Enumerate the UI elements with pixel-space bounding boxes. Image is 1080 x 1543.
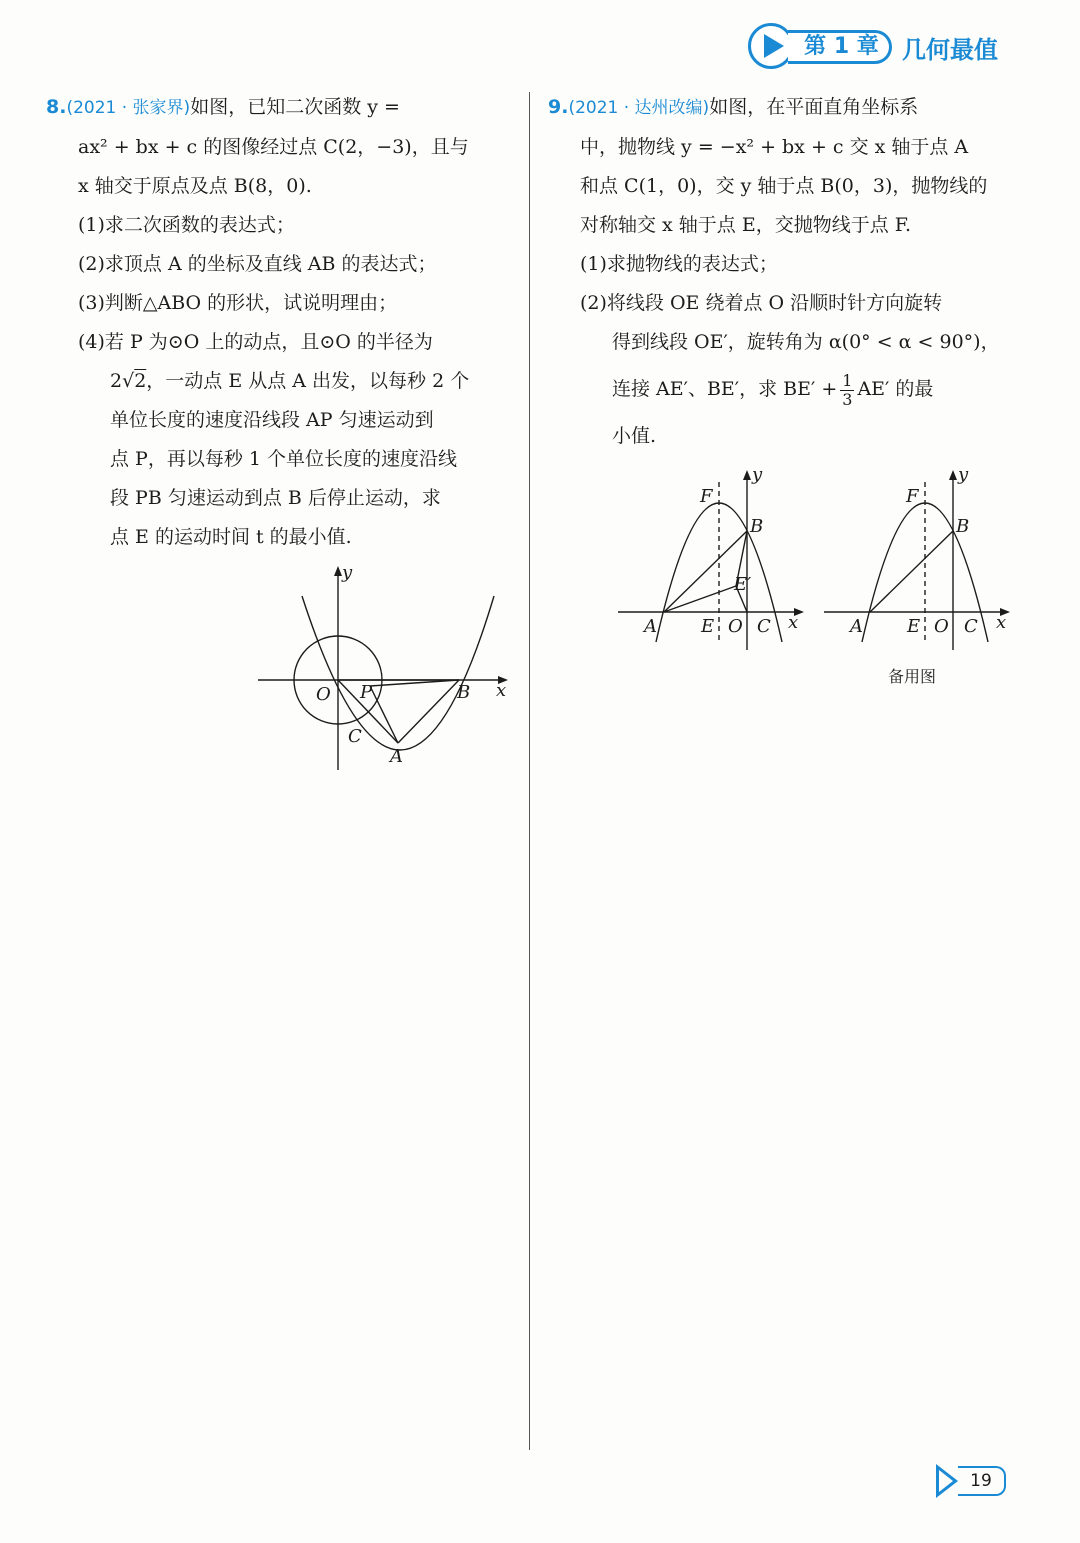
q9-spare-label-a: A <box>850 616 863 637</box>
q8-radius-root: 2 <box>134 370 147 392</box>
q9-spare-label-e: E <box>907 616 921 637</box>
q8-segment-pb <box>370 680 459 686</box>
page-number: 19 <box>958 1466 1006 1496</box>
q8-label-a: A <box>390 746 403 767</box>
q9-spare-label-x: x <box>996 612 1007 633</box>
q9-stem-line-2: 中，抛物线 y = −x² + bx + c 交 x 轴于点 A <box>580 136 969 158</box>
column-divider <box>529 92 530 1450</box>
q9-part-2-line-3 <box>548 362 1018 417</box>
q9-stem-line-3: 和点 C(1，0)，交 y 轴于点 B(0，3)，抛物线的 <box>580 175 988 197</box>
q9-spare-y-axis-arrow <box>949 470 957 480</box>
q9-stem-line-4: 对称轴交 x 轴于点 E，交抛物线于点 F. <box>580 214 912 236</box>
q9-main-label-a: A <box>644 616 657 637</box>
q8-part-4-line-6: 点 E 的运动时间 t 的最小值. <box>110 526 352 548</box>
chapter-title: 几何最值 <box>902 36 998 64</box>
q8-label-b: B <box>457 682 471 703</box>
q9-main-label-e: E <box>701 616 715 637</box>
q9-main-label-c: C <box>757 616 771 637</box>
chapter-label: 第 1 章 <box>788 30 892 64</box>
q8-part-4-line-3: 单位长度的速度沿线段 AP 匀速运动到 <box>110 409 434 431</box>
q9-main-label-f: F <box>700 486 713 507</box>
q9-part-1: (1)求抛物线的表达式； <box>580 253 778 275</box>
q9-spare-label-f: F <box>906 486 919 507</box>
q8-stem-line-2: ax² + bx + c 的图像经过点 C(2，−3)，且与 <box>78 136 469 158</box>
q8-part-3: (3)判断△ABO 的形状，试说明理由； <box>78 292 398 314</box>
q9-spare-segment-ab <box>870 531 953 612</box>
q8-y-axis-arrow <box>334 566 342 576</box>
q8-source: (2021 · 张家界) <box>66 98 191 118</box>
q9-main-y-axis-arrow <box>743 470 751 480</box>
q8-label-y: y <box>342 562 353 583</box>
q9-main-label-x: x <box>788 612 799 633</box>
q8-parabola <box>302 596 494 750</box>
q9-stem-text-1: 如图，在平面直角坐标系 <box>709 96 919 118</box>
q9-part-2-line-1: (2)将线段 OE 绕着点 O 沿顺时针方向旋转 <box>580 292 943 314</box>
q8-label-p: P <box>360 682 373 703</box>
q8-label-c: C <box>348 726 362 747</box>
q8-label-x: x <box>496 680 507 701</box>
q9-fraction-numerator: 1 <box>842 370 853 390</box>
q9-spare-label-o: O <box>934 616 949 637</box>
q9-number: 9. <box>548 96 569 118</box>
q8-radius-coefficient: 2 <box>110 370 123 392</box>
q8-stem-line-1 <box>46 88 512 128</box>
q9-stem-line-1 <box>548 88 1018 128</box>
q8-part-4: (4)若 P 为⊙O 上的动点，且⊙O 的半径为 <box>78 331 433 353</box>
q9-part-2-line-3-after: AE′ 的最 <box>857 378 934 400</box>
question-9 <box>548 88 1018 456</box>
q9-part-2-line-4: 小值. <box>612 425 657 447</box>
q8-figure <box>250 560 520 775</box>
q8-part-4-line-2: 2√2，一动点 E 从点 A 出发，以每秒 2 个 <box>110 370 470 392</box>
q8-number: 8. <box>46 96 67 118</box>
q8-segment-ap <box>370 686 398 743</box>
question-8 <box>46 88 512 557</box>
q9-figure-main <box>612 462 812 652</box>
q9-source: (2021 · 达州改编) <box>568 98 710 118</box>
q9-spare-label-b: B <box>956 516 970 537</box>
q9-fraction-denominator: 3 <box>842 389 853 409</box>
q8-part-4-line-4: 点 P，再以每秒 1 个单位长度的速度沿线 <box>110 448 457 470</box>
q9-part-2-line-2: 得到线段 OE′，旋转角为 α(0° < α < 90°)， <box>612 331 1000 353</box>
q8-label-o: O <box>316 684 331 705</box>
q8-part-2: (2)求顶点 A 的坐标及直线 AB 的表达式； <box>78 253 437 275</box>
q8-part-1: (1)求二次函数的表达式； <box>78 214 295 236</box>
q9-main-label-e-prime: E′ <box>734 574 752 595</box>
q8-stem-text-1: 如图，已知二次函数 y = <box>190 96 400 118</box>
chapter-badge <box>748 22 1008 72</box>
q9-part-2-line-3-before: 连接 AE′、BE′，求 BE′ + <box>612 378 838 400</box>
q8-part-4-text-1: ，一动点 E 从点 A 出发，以每秒 2 个 <box>146 370 470 392</box>
q9-main-label-o: O <box>728 616 743 637</box>
q9-fraction <box>840 372 854 409</box>
q9-figure-spare <box>818 462 1018 652</box>
q8-stem-line-3: x 轴交于原点及点 B(8，0). <box>78 175 312 197</box>
q8-part-4-line-5: 段 PB 匀速运动到点 B 后停止运动，求 <box>110 487 441 509</box>
q9-spare-label-c: C <box>964 616 978 637</box>
q9-main-segment-ae <box>664 586 736 612</box>
q9-main-segment-ab <box>664 531 747 612</box>
q9-spare-caption: 备用图 <box>888 667 937 686</box>
page-number-badge <box>936 1462 1012 1502</box>
q9-spare-label-y: y <box>958 464 969 485</box>
q9-main-label-b: B <box>750 516 764 537</box>
q8-segment-ab <box>398 680 459 743</box>
q9-main-label-y: y <box>752 464 763 485</box>
